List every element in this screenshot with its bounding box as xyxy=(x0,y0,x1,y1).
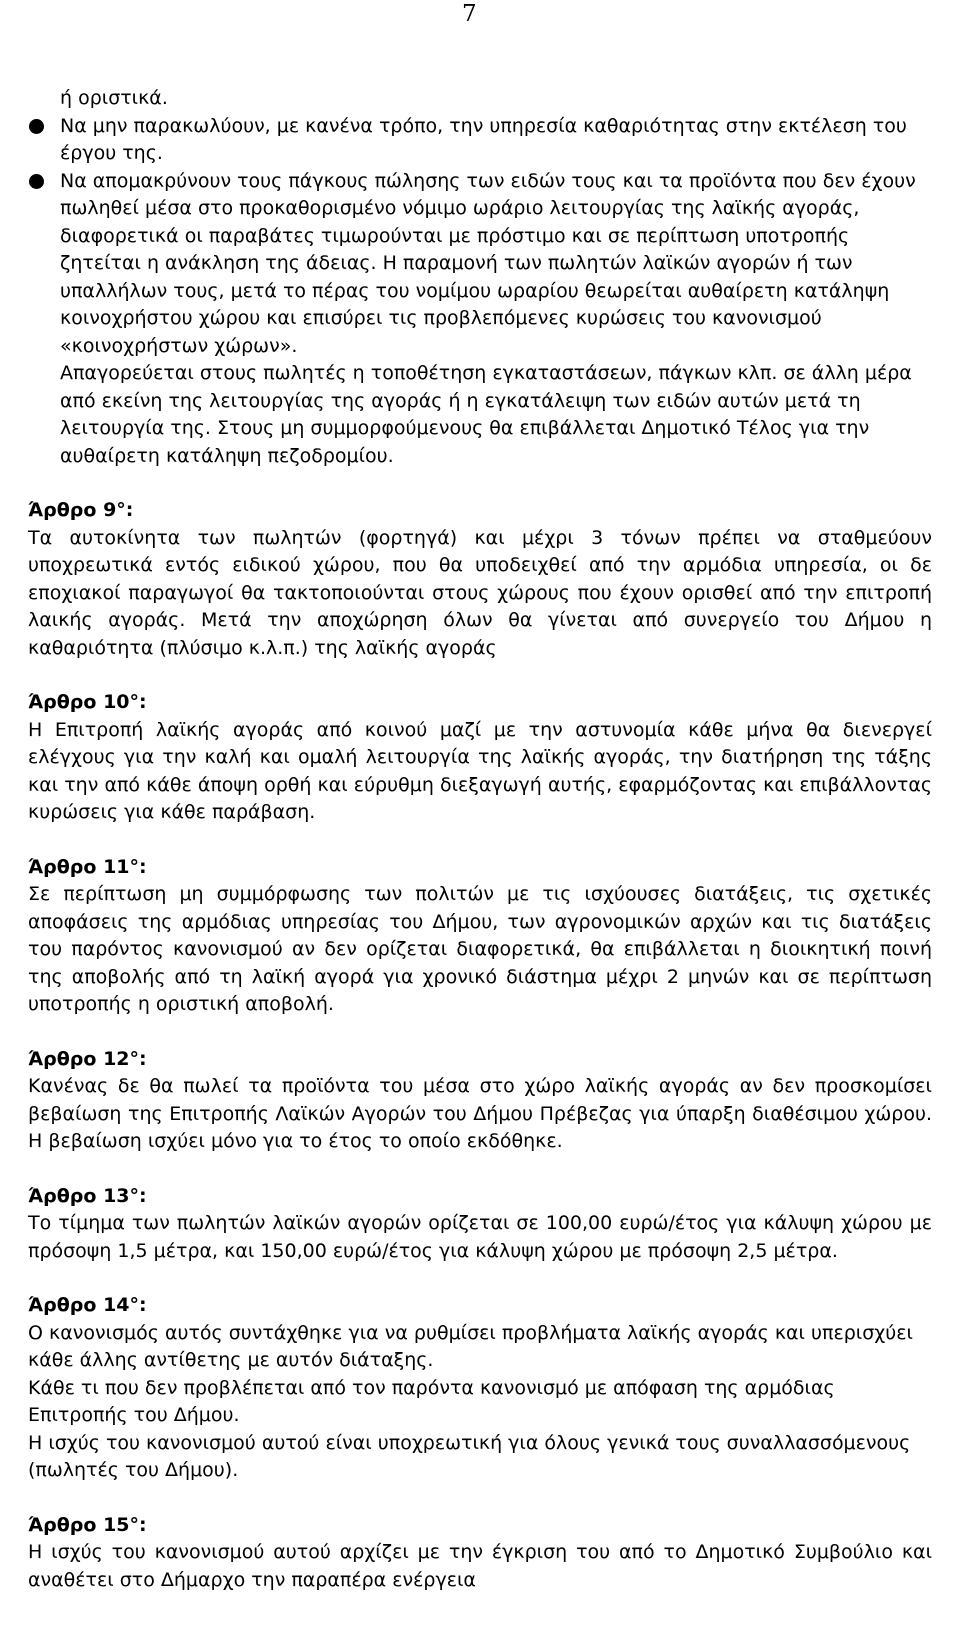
article-paragraph: Κανένας δε θα πωλεί τα προϊόντα του μέσα στο χώρο λαϊκής αγοράς αν δεν προσκομίσει βεβαίωση της Επιτροπής Λαϊκών Αγορών του Δήμου Πρέβεζας για ύπαρξη διαθέσιμου χώρου. Η βεβαίωση ισχύει μόνο για το έτος το οποίο εκδόθηκε. xyxy=(28,1075,932,1152)
article-paragraph: Σε περίπτωση μη συμμόρφωσης των πολιτών με τις ισχύουσες διατάξεις, τις σχετικές αποφάσεις της αρμόδιας υπηρεσίας του Δήμου, των αγρονομικών αρχών και τις διατάξεις του παρόντος κανονισμού αν δεν ορίζεται διαφορετικά, θα επιβάλλεται η διοικητική ποινή της αποβολής από τη λαϊκή αγορά για χρονικό διάστημα μέχρι 2 μηνών και σε περίπτωση υποτροπής η οριστική αποβολή. xyxy=(28,883,932,1015)
list-item xyxy=(28,113,932,168)
article-paragraph: Η ισχύς του κανονισμού αυτού αρχίζει με την έγκριση του από το Δημοτικό Συμβούλιο και αναθέτει στο Δήμαρχο την παραπέρα ενέργεια xyxy=(28,1541,932,1591)
continuation-text: ή οριστικά. xyxy=(60,87,168,109)
article-paragraph: Τα αυτοκίνητα των πωλητών (φορτηγά) και μέχρι 3 τόνων πρέπει να σταθμεύουν υποχρεωτικά εντός ειδικού χώρου, που θα υποδειχθεί από την αρμόδια υπηρεσία, οι δε εποχιακοί παραγωγοί θα τακτοποιούνται στους χώρους που έχουν ορισθεί από την επιτροπή λαικής αγοράς. Μετά την αποχώρηση όλων θα γίνεται από συνεργείο του Δήμου η καθαριότητα (πλύσιμο κ.λ.π.) της λαϊκής αγοράς xyxy=(28,526,932,659)
article-heading: Άρθρο 14°: xyxy=(28,1294,147,1316)
article-paragraph: Ο κανονισμός αυτός συντάχθηκε για να ρυθμίσει προβλήματα λαϊκής αγοράς και υπερισχύει κάθε άλλης αντίθετης με αυτόν διάταξης. xyxy=(28,1321,913,1371)
page-number: 7 xyxy=(462,1,477,27)
article-heading: Άρθρο 13°: xyxy=(28,1184,147,1207)
document-body xyxy=(28,85,932,1594)
bullet-icon xyxy=(29,174,44,189)
article-10 xyxy=(28,689,932,827)
indented-paragraph: Απαγορεύεται στους πωλητές η τοποθέτηση εγκαταστάσεων, πάγκων κλπ. σε άλλη μέρα από εκείνη της λειτουργίας της αγοράς ή η εγκατάλειψη των ειδών αυτών μετά τη λειτουργία της. Στους μη συμμορφούμενους θα επιβάλλεται Δημοτικό Τέλος για την αυθαίρετη κατάληψη πεζοδρομίου. xyxy=(60,362,912,467)
article-heading: Άρθρο 12°: xyxy=(28,1047,147,1070)
article-heading: Άρθρο 10°: xyxy=(28,691,147,713)
article-15 xyxy=(28,1512,932,1595)
article-11 xyxy=(28,854,932,1019)
article-12 xyxy=(28,1046,932,1156)
article-heading: Άρθρο 11°: xyxy=(28,855,147,878)
article-paragraph: Η Επιτροπή λαϊκής αγοράς από κοινού μαζί με την αστυνομία κάθε μήνα θα διενεργεί ελέγχους για την καλή και ομαλή λειτουργία της λαϊκής αγοράς, την διατήρηση της τάξης και την από κάθε άποψη ορθή και εύρυθμη διεξαγωγή αυτής, εφαρμόζοντας και επιβάλλοντας κυρώσεις για κάθε παράβαση. xyxy=(28,718,932,823)
article-paragraph: Κάθε τι που δεν προβλέπεται από τον παρόντα κανονισμό με απόφαση της αρμόδιας Επιτροπής του Δήμου. xyxy=(28,1376,835,1426)
article-paragraph: Το τίμημα των πωλητών λαϊκών αγορών ορίζεται σε 100,00 ευρώ/έτος για κάλυψη χώρου με πρόσοψη 1,5 μέτρα, και 150,00 ευρώ/έτος για κάλυψη χώρου με πρόσοψη 2,5 μέτρα. xyxy=(28,1212,932,1262)
article-13 xyxy=(28,1183,932,1266)
bullet-icon xyxy=(29,119,44,134)
list-item-text: Να απομακρύνουν τους πάγκους πώλησης των ειδών τους και τα προϊόντα που δεν έχουν πωληθεί μέσα στο προκαθορισμένο νόμιμο ωράριο λειτουργίας της λαϊκής αγοράς, διαφορετικά οι παραβάτες τιμωρούνται με πρόστιμο και σε περίπτωση υποτροπής ζητείται η ανάκληση της άδειας. Η παραμονή των πωλητών λαϊκών αγορών ή των υπαλλήλων τους, μετά το πέρας του νομίμου ωραρίου θεωρείται αυθαίρετη κατάληψη κοινοχρήστου χώρου και επισύρει τις προβλεπόμενες κυρώσεις του κανονισμού «κοινοχρήστων χώρων». xyxy=(60,169,916,357)
list-item-text: Να μην παρακωλύουν, με κανένα τρόπο, την υπηρεσία καθαριότητας στην εκτέλεση του έργου της. xyxy=(60,114,907,164)
article-heading: Άρθρο 9°: xyxy=(28,499,134,521)
article-9 xyxy=(28,497,932,662)
list-item xyxy=(28,168,932,361)
article-heading: Άρθρο 15°: xyxy=(28,1513,147,1536)
article-14 xyxy=(28,1292,932,1485)
article-paragraph: Η ισχύς του κανονισμού αυτού είναι υποχρεωτική για όλους γενικά τους συναλλασσόμενους (πωλητές του Δήμου). xyxy=(28,1431,911,1481)
